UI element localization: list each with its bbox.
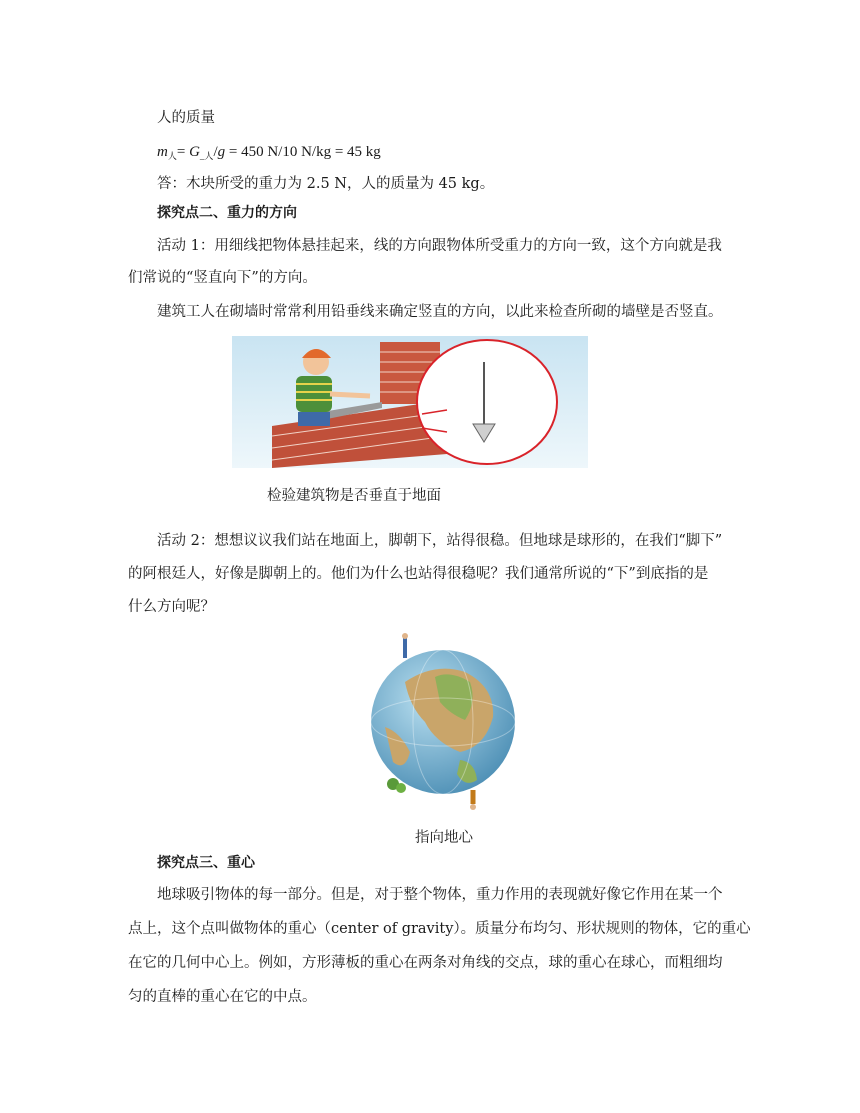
var-g: g bbox=[217, 144, 226, 160]
section-heading-2: 探究点二、重力的方向 bbox=[157, 205, 297, 221]
equals: = bbox=[176, 144, 190, 160]
gravity-center-line2: 点上，这个点叫做物体的重心（center of gravity）。质量分布均匀、形状规则的物体，它的重心 bbox=[128, 921, 751, 937]
var-G: G bbox=[189, 144, 200, 160]
activity2-line2: 的阿根廷人，好像是脚朝上的。他们为什么也站得很稳呢？我们通常所说的“下”到底指的是 bbox=[128, 566, 709, 582]
figure1-caption: 检验建筑物是否垂直于地面 bbox=[267, 488, 441, 504]
gravity-center-line1: 地球吸引物体的每一部分。但是，对于整个物体，重力作用的表现就好像它作用在某一个 bbox=[157, 887, 723, 903]
sub-person-g: _人 bbox=[199, 151, 214, 161]
activity2-line1: 活动 2：想想议议我们站在地面上，脚朝下，站得很稳。但地球是球形的，在我们“脚下” bbox=[157, 533, 723, 549]
globe-icon bbox=[365, 632, 525, 810]
answer-line: 答：木块所受的重力为 2.5 N，人的质量为 45 kg。 bbox=[157, 176, 495, 192]
plumb-line-icon bbox=[232, 336, 588, 468]
gravity-center-line4: 匀的直棒的重心在它的中点。 bbox=[128, 989, 317, 1005]
section-heading-3: 探究点三、重心 bbox=[157, 855, 255, 871]
text-line: 人的质量 bbox=[157, 110, 215, 126]
sub-person: 人 bbox=[167, 151, 177, 161]
formula-mass bbox=[157, 142, 381, 166]
slash: / bbox=[213, 144, 218, 160]
figure2-caption: 指向地心 bbox=[415, 830, 473, 846]
builder-line: 建筑工人在砌墙时常常利用铅垂线来确定竖直的方向，以此来检查所砌的墙壁是否竖直。 bbox=[157, 304, 723, 320]
gravity-center-line3: 在它的几何中心上。例如，方形薄板的重心在两条对角线的交点，球的重心在球心，而粗细均 bbox=[128, 955, 723, 971]
activity2-line3: 什么方向呢？ bbox=[128, 599, 215, 615]
plumb-line-illustration bbox=[232, 336, 588, 468]
formula-rest: = 450 N/10 N/kg = 45 kg bbox=[225, 144, 381, 160]
activity1-line1: 活动 1：用细线把物体悬挂起来，线的方向跟物体所受重力的方向一致，这个方向就是我 bbox=[157, 238, 722, 254]
globe-illustration bbox=[365, 632, 525, 810]
var-m: m bbox=[157, 144, 168, 160]
activity1-line2: 们常说的“竖直向下”的方向。 bbox=[128, 270, 317, 286]
